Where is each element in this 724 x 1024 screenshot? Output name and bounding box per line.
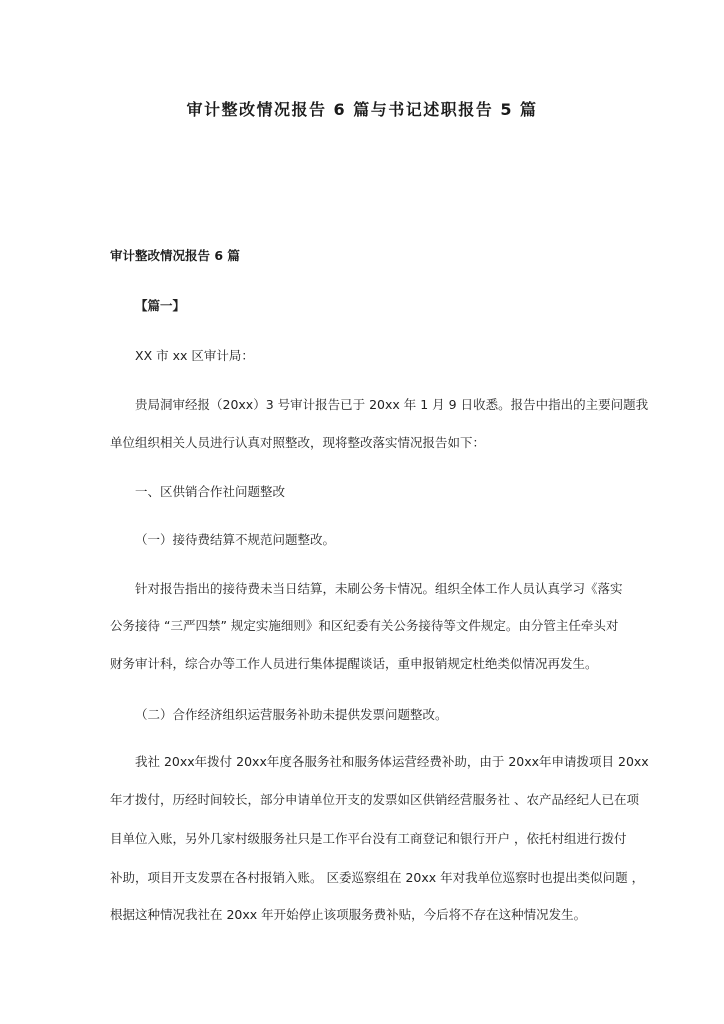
subheading-1: （一）接待费结算不规范问题整改。 [135, 532, 336, 547]
paragraph-line: 贵局洞审经报（20xx）3 号审计报告已于 20xx 年 1 月 9 日收悉。报告中指出的主要问题我 [135, 397, 649, 412]
paragraph-line: 单位组织相关人员进行认真对照整改，现将整改落实情况报告如下： [110, 435, 486, 450]
paragraph-line: 目单位入账，另外几家村级服务社只是工作平台没有工商登记和银行开户 ，依托村组进行拨付 [110, 831, 627, 846]
subheading-2: （二）合作经济组织运营服务补助未提供发票问题整改。 [135, 707, 448, 722]
section-title: 审计整改情况报告 6 篇 [110, 248, 240, 263]
paragraph-line: 公务接待 “三严四禁” 规定实施细则》和区纪委有关公务接待等文件规定。由分管主任牵头对 [110, 618, 619, 633]
part-label: 【篇一】 [135, 298, 186, 313]
paragraph-line: 我社 20xx年拨付 20xx年度各服务社和服务体运营经费补助，由于 20xx年申请拨项目 20xx [135, 754, 649, 769]
paragraph-line: 财务审计科，综合办等工作人员进行集体提醒谈话，重申报销规定杜绝类似情况再发生。 [110, 656, 598, 671]
document-title: 审计整改情况报告 6 篇与书记述职报告 5 篇 [186, 100, 538, 119]
heading-1: 一、区供销合作社问题整改 [135, 484, 286, 499]
paragraph-line: 补助，项目开支发票在各村报销入账。 区委巡察组在 20xx 年对我单位巡察时也提出类似问题 ， [110, 870, 645, 885]
paragraph-line: 针对报告指出的接待费未当日结算，未刷公务卡情况。组织全体工作人员认真学习《落实 [135, 581, 623, 596]
salutation: XX 市 xx 区审计局： [135, 348, 254, 363]
paragraph-line: 根据这种情况我社在 20xx 年开始停止该项服务费补贴，今后将不存在这种情况发生。 [110, 907, 587, 922]
paragraph-line: 年才拨付，历经时间较长，部分申请单位开支的发票如区供销经营服务社 、农产品经纪人已在项 [110, 792, 639, 807]
